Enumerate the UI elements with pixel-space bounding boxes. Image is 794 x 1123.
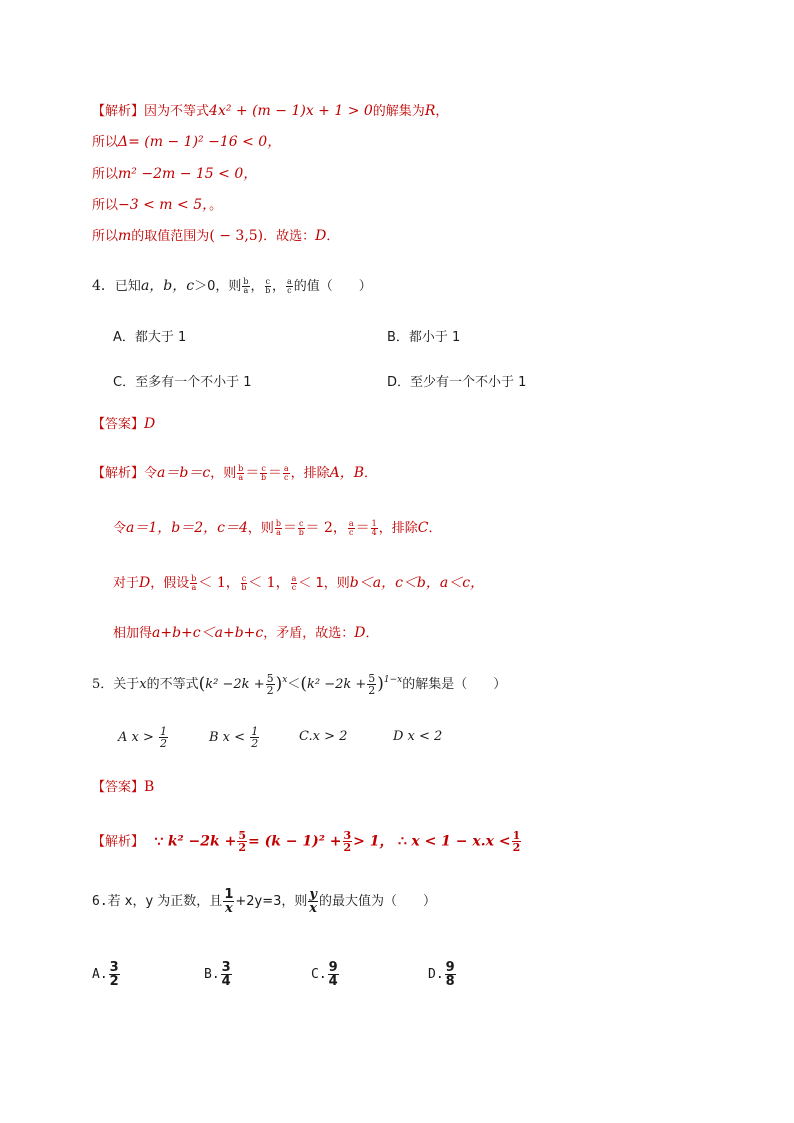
text: 的最大值为（ ） <box>318 894 436 909</box>
base-expr: k² −2k + <box>306 677 367 692</box>
denominator: 4 <box>221 974 231 989</box>
text: ＜ 1，则 <box>298 576 350 591</box>
numerator: b <box>191 573 197 583</box>
text: ，排除 <box>378 521 418 536</box>
set-R: R <box>424 103 436 119</box>
sum-inequality: a+b+c＜a+b+c <box>152 625 264 641</box>
less-than-one: ＜ 1， <box>248 575 290 591</box>
because-symbol: ∵ <box>154 833 164 850</box>
numerator: c <box>299 518 304 528</box>
q5-analysis <box>92 830 522 853</box>
q4-option-b[interactable]: B．都小于 1 <box>387 330 461 345</box>
numerator: b <box>243 276 249 286</box>
answer-value: D <box>144 416 156 432</box>
denominator: 2 <box>160 737 168 750</box>
denominator: 2 <box>238 841 246 854</box>
paren: ) <box>275 674 283 694</box>
text: 令 <box>144 466 158 481</box>
numerator: 5 <box>238 829 246 842</box>
text: 的解集是（ ） <box>402 677 507 692</box>
text: 所以 <box>92 135 119 150</box>
period: ． <box>326 229 340 244</box>
comma: ， <box>435 104 449 119</box>
q5-option-d[interactable]: D x < 2 <box>393 729 443 744</box>
sol3-line2 <box>92 133 281 152</box>
exponent: x <box>282 675 288 685</box>
answer-value: B <box>144 779 155 795</box>
q5-option-a[interactable] <box>118 726 169 749</box>
fraction-b-over-a <box>275 520 282 537</box>
denominator: b <box>261 472 267 482</box>
inequality: m² −2m − 15 < 0， <box>118 166 258 182</box>
numerator: b <box>275 518 282 528</box>
q4-answer <box>92 415 155 434</box>
period: ． <box>364 466 378 481</box>
inequality: 4x² + (m − 1)x + 1 > 0 <box>209 103 373 119</box>
text: 相加得 <box>113 626 153 641</box>
equals: ＝ <box>355 520 370 536</box>
numerator: c <box>261 463 266 473</box>
fraction-one-half <box>250 726 259 749</box>
variables: a，b，c <box>140 278 195 294</box>
text: ，排除 <box>290 466 330 481</box>
question-number: 6. <box>92 894 108 909</box>
numerator: 5 <box>368 672 376 685</box>
text: +2y=3，则 <box>235 894 308 909</box>
fraction-option-b <box>221 961 232 988</box>
less-than: ＜ <box>287 677 301 692</box>
paren: ( <box>300 674 307 694</box>
q4-option-c[interactable]: C．至多有一个不小于 1 <box>113 375 252 390</box>
numerator: 1 <box>371 518 377 528</box>
text: ，矛盾，故选： <box>263 626 355 641</box>
fraction-five-halves <box>266 673 275 696</box>
denominator: a <box>243 285 249 295</box>
analysis-tag: 【解析】 <box>92 834 145 850</box>
q4-option-d[interactable]: D．至少有一个不小于 1 <box>387 375 527 390</box>
denominator: 8 <box>445 974 455 989</box>
period: 。 <box>209 198 223 213</box>
answer: D <box>354 625 366 641</box>
period: ． <box>365 626 379 641</box>
option-label: A. <box>92 967 108 982</box>
comma: ， <box>250 279 264 294</box>
text: ，则 <box>210 466 237 481</box>
numerator: y <box>309 887 317 902</box>
numerator: c <box>241 573 247 583</box>
fraction-a-over-c <box>286 278 293 295</box>
q4-analysis-3 <box>113 574 484 593</box>
numerator: a <box>348 518 354 528</box>
sol3-line4 <box>92 196 222 215</box>
fraction-one-half <box>159 726 168 749</box>
denominator: x <box>309 901 318 916</box>
text: ，假设 <box>150 576 190 591</box>
sol3-line3 <box>92 165 257 184</box>
text: 所以 <box>92 198 119 213</box>
q4-stem <box>92 277 372 296</box>
numerator: a <box>287 276 292 286</box>
numerator: 1 <box>251 725 259 738</box>
numerator: 3 <box>109 960 119 975</box>
numerator: 9 <box>328 960 338 975</box>
fraction-a-over-c <box>283 465 290 482</box>
option-text: A x > <box>118 730 159 745</box>
q5-stem <box>92 673 506 696</box>
less-than-one: ＜ 1， <box>198 575 240 591</box>
q4-analysis-4 <box>113 624 379 643</box>
range: −3 < m < 5， <box>118 197 210 213</box>
fraction-c-over-b <box>265 278 271 295</box>
numerator: a <box>283 463 289 473</box>
fraction-a-over-c <box>348 520 355 537</box>
denominator: a <box>276 527 281 537</box>
denominator: b <box>298 527 304 537</box>
option-label: D. <box>428 967 444 982</box>
text: ＞0，则 <box>194 279 242 294</box>
period: ． <box>428 521 442 536</box>
denominator: 2 <box>109 974 119 989</box>
fraction-one-half <box>512 830 522 853</box>
numerator: 1 <box>224 887 234 902</box>
denominator: a <box>191 582 197 592</box>
q4-analysis-1 <box>92 464 377 483</box>
question-number: 5． <box>92 677 114 692</box>
denominator: 2 <box>512 841 521 854</box>
text: 对于 <box>113 576 140 591</box>
text: 的取值范围为 <box>131 229 210 244</box>
q6-option-a[interactable] <box>92 961 121 988</box>
interval: ( − 3,5) <box>209 228 264 244</box>
text: 令 <box>113 521 127 536</box>
discriminant: Δ= (m − 1)² −16 < 0， <box>118 134 282 150</box>
expr: x < 1 − x.x < <box>411 833 511 850</box>
answer-tag: 【答案】 <box>92 417 145 432</box>
fraction-b-over-a <box>242 278 249 295</box>
fraction-a-over-c <box>291 575 298 592</box>
answer-tag: 【答案】 <box>92 780 145 795</box>
text: 的值（ ） <box>293 279 372 294</box>
numerator: c <box>265 276 270 286</box>
option-text: B x < <box>209 730 250 745</box>
denominator: c <box>287 285 292 295</box>
q6-stem <box>92 888 436 915</box>
denominator: 2 <box>368 684 376 697</box>
text: 已知 <box>114 279 141 294</box>
text: ，则 <box>247 521 274 536</box>
denominator: 4 <box>328 974 338 989</box>
base-expr: k² −2k + <box>205 677 265 692</box>
q5-answer <box>92 778 154 797</box>
denominator: 2 <box>251 737 259 750</box>
option: D <box>139 575 151 591</box>
q4-option-a[interactable]: A．都大于 1 <box>113 330 187 345</box>
option-label: C. <box>311 967 327 982</box>
denominator: 2 <box>266 684 274 697</box>
q5-option-c[interactable]: C.x > 2 <box>299 729 348 744</box>
denominator: 2 <box>343 841 352 854</box>
fraction-c-over-b <box>298 520 304 537</box>
text: 的解集为 <box>372 104 425 119</box>
var-x: x <box>139 677 147 692</box>
fraction-three-halves <box>343 830 353 853</box>
q6-option-b[interactable] <box>204 961 233 988</box>
text: 若 x，y 为正数，且 <box>107 894 223 909</box>
fraction-c-over-b <box>241 575 247 592</box>
expr: k² −2k + <box>167 833 237 850</box>
denominator: b <box>241 582 247 592</box>
q4-analysis-2 <box>113 519 442 538</box>
option: C <box>417 520 429 536</box>
fraction-one-over-x <box>223 888 234 915</box>
equals-two: ＝ 2， <box>305 520 347 536</box>
text: 的不等式 <box>146 677 199 692</box>
denominator: a <box>238 472 244 482</box>
numerator: b <box>238 463 244 473</box>
denominator: c <box>283 472 289 482</box>
comma: ， <box>272 279 286 294</box>
values: a＝1，b＝2，c＝4 <box>126 520 248 536</box>
q6-option-d[interactable] <box>428 961 457 988</box>
inequalities: b＜a，c＜b，a＜c， <box>349 575 485 591</box>
paren: ) <box>377 674 384 694</box>
denominator: c <box>349 527 354 537</box>
equals: ＝ <box>283 520 298 536</box>
therefore-symbol: ∴ <box>397 833 407 850</box>
exponent: 1−x <box>383 675 403 685</box>
fraction-option-a <box>109 961 120 988</box>
denominator: b <box>265 285 271 295</box>
fraction-b-over-a <box>190 575 197 592</box>
var-m: m <box>118 228 132 244</box>
denominator: 4 <box>371 527 377 537</box>
text: 关于 <box>113 677 140 692</box>
question-number: 4． <box>92 278 115 294</box>
numerator: a <box>291 573 297 583</box>
analysis-tag: 【解析】 <box>92 466 145 481</box>
numerator: 3 <box>221 960 231 975</box>
fraction-five-halves <box>237 830 247 853</box>
numerator: 3 <box>343 829 352 842</box>
denominator: x <box>224 901 233 916</box>
expr: > 1， <box>353 833 394 850</box>
text: ．故选： <box>263 229 316 244</box>
q6-option-c[interactable] <box>311 961 340 988</box>
fraction-option-d <box>445 961 456 988</box>
text: 所以 <box>92 229 119 244</box>
denominator: c <box>291 582 297 592</box>
fraction-b-over-a <box>237 465 244 482</box>
answer: D <box>315 228 327 244</box>
paren: ( <box>198 674 206 694</box>
numerator: 5 <box>266 672 274 685</box>
q5-option-b[interactable] <box>209 726 260 749</box>
fraction-y-over-x <box>308 888 318 915</box>
text: 所以 <box>92 167 119 182</box>
equality: a＝b＝c <box>157 465 211 481</box>
equals: ＝ <box>267 465 282 481</box>
numerator: 1 <box>512 829 521 842</box>
sol3-line1 <box>92 102 448 121</box>
sol3-line5 <box>92 227 339 246</box>
numerator: 9 <box>445 960 455 975</box>
fraction-c-over-b <box>260 465 266 482</box>
fraction-option-c <box>328 961 339 988</box>
options: A，B <box>329 465 365 481</box>
text: 因为不等式 <box>144 104 210 119</box>
option-label: B. <box>204 967 220 982</box>
analysis-tag: 【解析】 <box>92 104 145 119</box>
equals: ＝ <box>245 465 260 481</box>
fraction-five-halves <box>367 673 376 696</box>
fraction-one-quarter <box>371 520 378 537</box>
expr: = (k − 1)² + <box>247 833 342 850</box>
numerator: 1 <box>160 725 168 738</box>
